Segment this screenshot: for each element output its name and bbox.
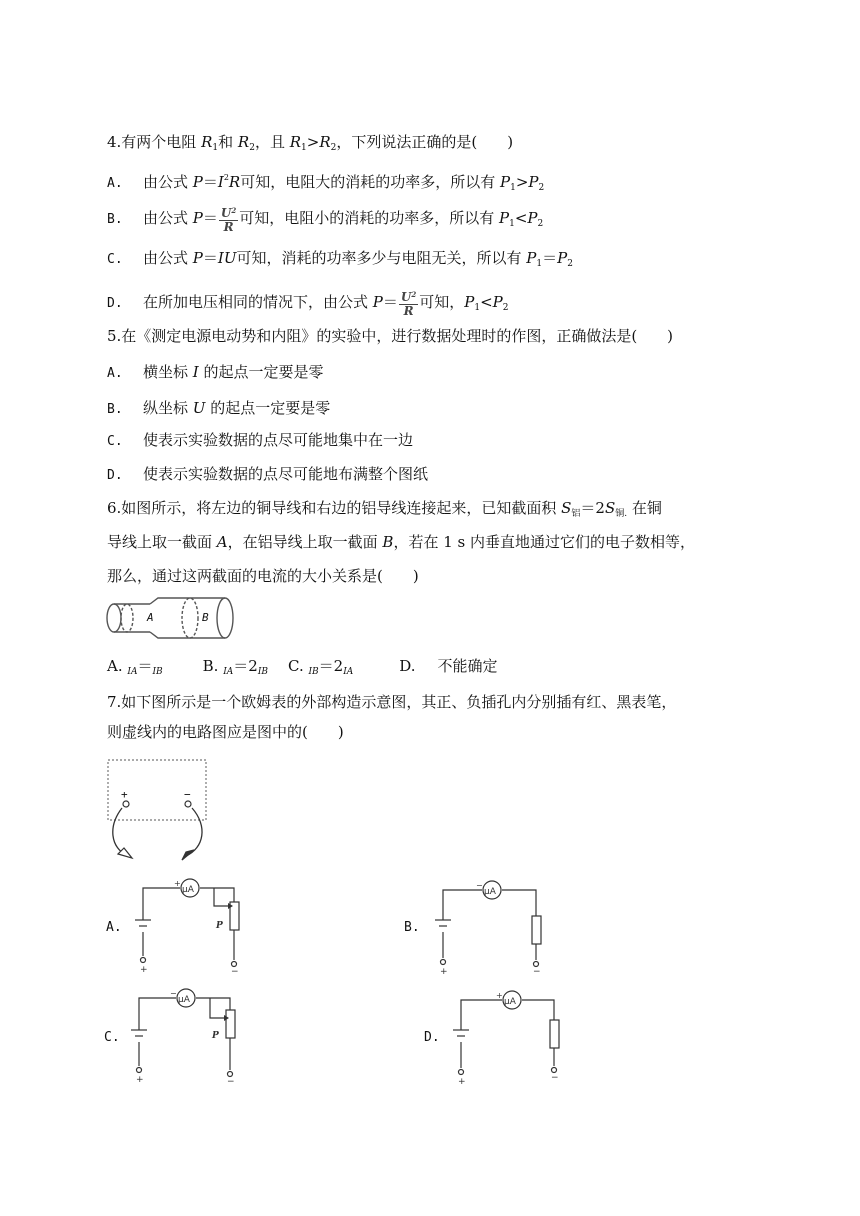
fraction-u2-over-r xyxy=(219,204,238,234)
option-text: 可知，电阻小的消耗的功率多，所以有 xyxy=(239,209,500,227)
math-op: ＝ xyxy=(202,173,218,191)
option-text: 使表示实验数据的点尽可能地集中在一边 xyxy=(143,431,414,449)
q6-text: 导线上取一截面 xyxy=(107,533,217,551)
math-op: ＝2 xyxy=(318,657,344,675)
math-op: ＝ xyxy=(382,293,398,311)
math-var: P xyxy=(528,173,539,191)
q7-stem-line2: 则虚线内的电路图应是图中的( ) xyxy=(107,723,344,741)
option-letter: A. xyxy=(107,366,123,381)
math-var: B xyxy=(382,533,394,551)
slider-label: P xyxy=(212,1031,219,1041)
option-text: 的起点一定要是零 xyxy=(198,363,324,381)
circuit-d[interactable] xyxy=(448,988,568,1088)
q5-stem: 5.在《测定电源电动势和内阻》的实验中，进行数据处理时的作图，正确做法是( ) xyxy=(107,327,674,345)
math-var: R xyxy=(228,173,241,191)
math-var: S xyxy=(604,499,616,517)
math-var: P xyxy=(192,249,203,267)
r-symbol: R xyxy=(237,133,250,151)
q6-text: 在铜 xyxy=(627,499,662,517)
math-op: ＝ xyxy=(137,657,153,675)
subscript: 2 xyxy=(567,259,573,269)
option-text: 横坐标 xyxy=(143,363,193,381)
math-var: P xyxy=(492,293,503,311)
math-var: R xyxy=(403,304,414,318)
math-op: ＝ xyxy=(202,249,218,267)
choice-b-label[interactable]: B. xyxy=(404,920,420,935)
option-text: 纵坐标 xyxy=(143,399,193,417)
meter-minus-label: − xyxy=(170,989,177,998)
math-var: P xyxy=(527,209,538,227)
math-var: A xyxy=(216,533,228,551)
option-letter: D. xyxy=(399,657,416,675)
math-op: ＝2 xyxy=(233,657,258,675)
q4-option-d[interactable] xyxy=(107,288,508,318)
plus-terminal-label: + xyxy=(121,788,128,801)
math-var: P xyxy=(557,249,568,267)
math-op: ＝ xyxy=(202,209,218,227)
minus-terminal-label: − xyxy=(184,788,191,801)
math-var: IA xyxy=(127,667,138,677)
plus-label: + xyxy=(136,1075,144,1085)
minus-label: − xyxy=(551,1073,559,1083)
math-var: IA xyxy=(343,667,354,677)
superscript: 2 xyxy=(223,173,229,182)
subscript: 1 xyxy=(509,219,515,229)
option-text: 由公式 xyxy=(143,209,193,227)
r-symbol: R xyxy=(289,133,302,151)
math-var: IB xyxy=(257,667,268,677)
q6-stem-line3: 那么，通过这两截面的电流的大小关系是( ) xyxy=(107,567,419,585)
q4-option-c[interactable] xyxy=(107,248,573,274)
option-text: 不能确定 xyxy=(437,657,498,675)
math-op: < xyxy=(514,209,528,227)
circuit-c[interactable] xyxy=(126,986,246,1086)
math-var: P xyxy=(499,209,510,227)
option-letter: A. xyxy=(107,176,123,191)
q4-option-b[interactable] xyxy=(107,204,543,234)
subscript: 2 xyxy=(330,143,337,153)
slider-label: P xyxy=(216,921,223,931)
q4-stem-text: ，且 xyxy=(254,133,290,151)
math-var: I xyxy=(217,173,224,191)
math-var: U xyxy=(192,399,206,417)
q6-option-c[interactable] xyxy=(288,657,353,675)
subscript: 2 xyxy=(249,143,255,153)
math-op: > xyxy=(515,173,529,191)
superscript: 2 xyxy=(411,290,417,299)
q6-conductor-figure xyxy=(100,596,240,640)
q6-option-a[interactable] xyxy=(107,657,163,675)
math-var: R xyxy=(223,220,234,234)
math-var: P xyxy=(372,293,383,311)
choice-c-label[interactable]: C. xyxy=(104,1030,120,1045)
subscript: 1 xyxy=(301,143,307,153)
plus-label: + xyxy=(458,1077,466,1087)
math-var: P xyxy=(526,249,537,267)
option-text: 由公式 xyxy=(143,173,193,191)
math-var: S xyxy=(561,499,572,517)
math-var: IU xyxy=(217,249,237,267)
math-var: IB xyxy=(308,667,319,677)
math-var: U xyxy=(400,290,412,304)
ohmmeter-outline-figure xyxy=(104,756,214,866)
subscript: 1 xyxy=(510,183,516,193)
gt-sign: > xyxy=(306,133,320,151)
r-symbol: R xyxy=(319,133,331,151)
choice-d-label[interactable]: D. xyxy=(424,1030,440,1045)
section-b-label: B xyxy=(202,611,209,624)
q7-stem-line1: 7.如下图所示是一个欧姆表的外部构造示意图，其正、负插孔内分别插有红、黑表笔， xyxy=(107,693,677,711)
math-var: P xyxy=(500,173,511,191)
option-letter: A. xyxy=(107,657,123,675)
option-text: 在所加电压相同的情况下，由公式 xyxy=(143,293,373,311)
option-text: 可知， xyxy=(419,293,465,311)
fraction-u2-over-r xyxy=(399,288,418,318)
meter-minus-label: − xyxy=(476,881,483,890)
option-letter: D. xyxy=(107,296,123,311)
q6-text: ，在铝导线上取一截面 xyxy=(227,533,383,551)
math-var: P xyxy=(192,209,203,227)
q5-option-d[interactable] xyxy=(107,464,428,486)
circuit-b[interactable] xyxy=(430,878,550,978)
q6-option-b[interactable] xyxy=(203,657,268,675)
q6-text: ，若在 1 s 内垂直地通过它们的电子数相等， xyxy=(393,533,695,551)
option-text: 使表示实验数据的点尽可能地布满整个图纸 xyxy=(143,465,429,483)
subscript: 2 xyxy=(502,303,509,313)
option-text: 可知，电阻大的消耗的功率多，所以有 xyxy=(240,173,500,191)
meter-label: μA xyxy=(484,887,496,897)
minus-label: − xyxy=(231,967,239,977)
section-a-label: A xyxy=(147,611,154,624)
q4-stem-text: 和 xyxy=(218,133,238,151)
q4-option-a[interactable] xyxy=(107,168,544,198)
q6-stem-line2 xyxy=(107,532,695,552)
subscript: 铜. xyxy=(615,509,628,519)
plus-label: + xyxy=(440,967,448,977)
q5-option-b[interactable] xyxy=(107,398,330,420)
q4-stem xyxy=(107,132,513,158)
r-symbol: R xyxy=(201,133,213,151)
option-letter: C. xyxy=(288,657,304,675)
math-var: IB xyxy=(152,667,163,677)
subscript: 1 xyxy=(212,143,219,153)
option-letter: B. xyxy=(202,657,219,675)
math-var: I xyxy=(192,363,199,381)
math-op: ＝ xyxy=(542,249,558,267)
subscript: 铝 xyxy=(571,509,581,519)
math-op: ＝2 xyxy=(580,499,605,517)
option-text: 由公式 xyxy=(143,249,193,267)
option-text: 可知，消耗的功率多少与电阻无关，所以有 xyxy=(236,249,527,267)
meter-plus-label: + xyxy=(496,991,503,1000)
minus-label: − xyxy=(227,1077,235,1087)
superscript: 2 xyxy=(231,206,237,215)
choice-a-label[interactable]: A. xyxy=(106,920,122,935)
option-letter: C. xyxy=(107,252,123,267)
q5-option-a[interactable] xyxy=(107,362,324,384)
option-letter: B. xyxy=(107,402,123,417)
math-var: IA xyxy=(223,667,234,677)
math-op: < xyxy=(480,293,493,311)
math-var: P xyxy=(192,173,203,191)
q5-option-c[interactable] xyxy=(107,430,413,452)
meter-plus-label: + xyxy=(174,879,181,888)
q6-stem-line1 xyxy=(107,498,662,524)
q6-text: 6.如图所示，将左边的铜导线和右边的铝导线连接起来，已知截面积 xyxy=(107,499,562,517)
meter-label: μA xyxy=(182,885,194,895)
subscript: 1 xyxy=(474,303,481,313)
option-letter: D. xyxy=(107,468,123,483)
option-letter: C. xyxy=(107,434,123,449)
subscript: 2 xyxy=(538,183,545,193)
meter-label: μA xyxy=(178,995,190,1005)
circuit-a[interactable] xyxy=(130,876,250,976)
minus-label: − xyxy=(533,967,541,977)
q4-stem-text: ，下列说法正确的是( ) xyxy=(336,133,514,151)
subscript: 1 xyxy=(536,259,543,269)
meter-label: μA xyxy=(504,997,516,1007)
q6-option-d[interactable] xyxy=(399,657,497,675)
subscript: 2 xyxy=(537,219,544,229)
q6-options xyxy=(107,656,498,682)
math-var: U xyxy=(220,206,232,220)
option-text: 的起点一定要是零 xyxy=(205,399,331,417)
math-var: P xyxy=(464,293,475,311)
q4-stem-text: 4.有两个电阻 xyxy=(107,133,202,151)
plus-label: + xyxy=(140,965,148,975)
option-letter: B. xyxy=(107,212,123,227)
